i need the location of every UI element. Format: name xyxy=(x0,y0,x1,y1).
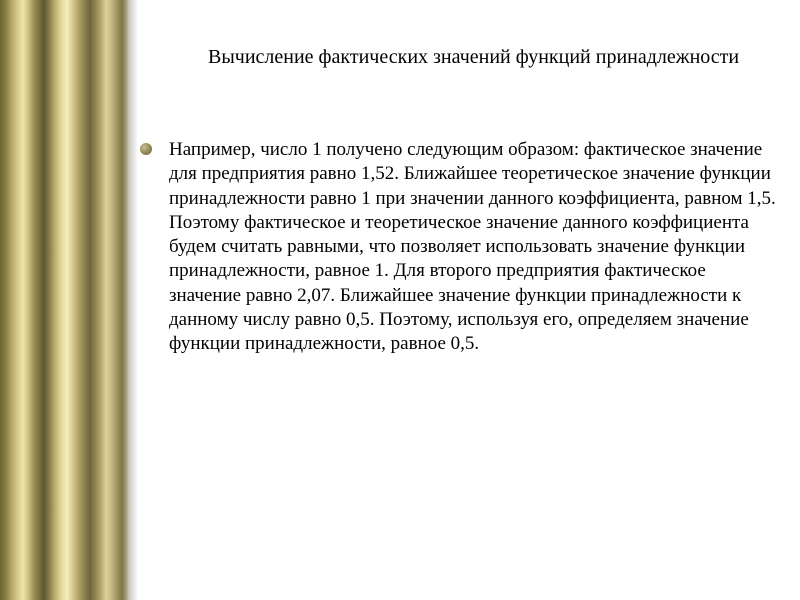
slide-title: Вычисление фактических значений функций принадлежности xyxy=(208,46,740,68)
decorative-gold-frame xyxy=(0,0,130,600)
bullet-item xyxy=(140,138,780,357)
bullet-list xyxy=(140,138,780,357)
bullet-dot-icon xyxy=(140,143,152,155)
bullet-text: Например, число 1 получено следующим образом: фактическое значение для предприятия равно 1,52. Ближайшее теоретическое значение функции принадлежности равно 1 при значении данного коэффициента, равном 1,5. Поэтому фактическое и теоретическое значение данного коэффициента будем считать равными, что позволяет использовать значение функции принадлежности, равное 1. Для второго предприятия фактическое значение равно 2,07. Ближайшее значение функции принадлежности к данному числу равно 0,5. Поэтому, используя его, определяем значение функции принадлежности, равное 0,5. xyxy=(169,139,776,355)
